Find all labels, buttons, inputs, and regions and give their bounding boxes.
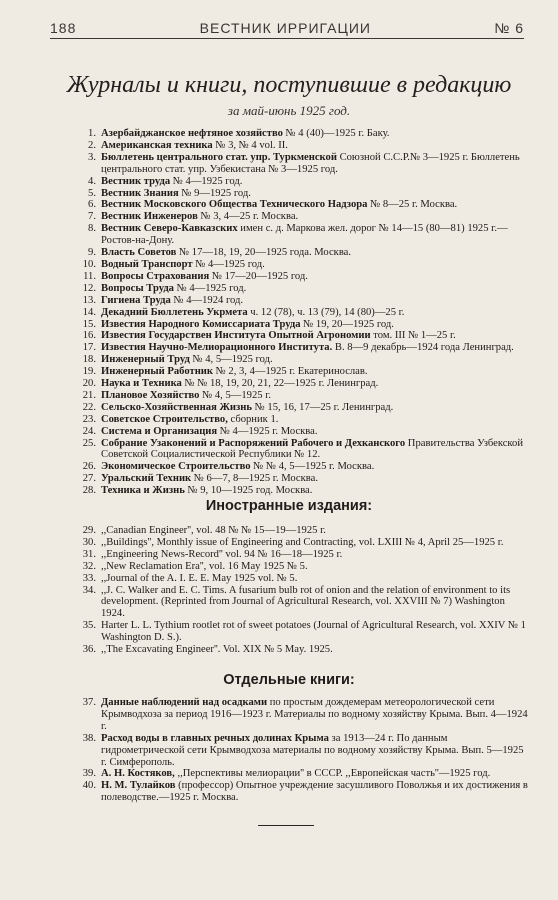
entry-title: Сельско-Хозяйственная Жизнь: [101, 401, 252, 413]
journal-entry: [76, 152, 528, 176]
entry-details: № 4—1924 год.: [170, 294, 244, 306]
books-heading: Отдельные книги:: [223, 672, 355, 688]
journal-entry: [76, 223, 528, 247]
entry-title: Власть Советов: [101, 247, 177, 259]
entry-text: [101, 780, 528, 804]
foreign-entry: [76, 644, 528, 656]
entry-text: [101, 152, 528, 176]
entry-number: 22.: [82, 401, 96, 413]
journal-entry: [76, 128, 528, 140]
entry-text: [101, 768, 528, 780]
entry-number: 34.: [82, 584, 96, 596]
entry-number: 17.: [82, 342, 96, 354]
entry-text: [101, 188, 528, 200]
entry-details: за 1913—24 г. По данным гидрометрической сети Крымводхоза материалы по водному хозяйству Крыма. Вып. 5—1925 г. Симферополь.: [101, 732, 524, 768]
entry-details: № 8—25 г. Москва.: [367, 199, 458, 211]
journal-entry: [76, 259, 528, 271]
entry-number: 13.: [82, 294, 96, 306]
entry-text: [101, 366, 528, 378]
entry-details: № № 4, 5—1925 г. Москва.: [250, 461, 375, 473]
entry-number: 26.: [82, 461, 96, 473]
entry-details: ч. 12 (78), ч. 13 (79), 14 (80)—25 г.: [247, 306, 405, 318]
entry-details: ,,Перспективы мелиорации'' в СССР. ,,Европейская часть''—1925 год.: [174, 768, 491, 780]
entry-number: 36.: [82, 644, 96, 656]
entry-number: 31.: [82, 548, 96, 560]
entry-details: № 4 (40)—1925 г. Баку.: [282, 128, 390, 139]
entry-details: том. III № 1—25 г.: [370, 330, 456, 342]
journal-entry: [76, 473, 528, 485]
foreign-entry: [76, 561, 528, 573]
entry-details: № 6—7, 8—1925 г. Москва.: [191, 473, 318, 485]
entry-text: [101, 128, 528, 140]
entry-text: [101, 414, 528, 426]
entry-number: 6.: [88, 199, 96, 211]
journal-entry: [76, 485, 528, 497]
entry-number: 27.: [82, 473, 96, 485]
journal-entry: [76, 402, 528, 414]
entry-title: Советское Строительство,: [101, 413, 228, 425]
entry-number: 39.: [82, 768, 96, 780]
entry-title: Система и Организация: [101, 425, 218, 437]
entry-title: Н. М. Тулайков: [101, 780, 176, 792]
entry-text: [101, 283, 528, 295]
journal-entry: [76, 426, 528, 438]
entry-text: [101, 271, 528, 283]
journal-entry: [76, 330, 528, 342]
entry-text: [101, 211, 528, 223]
foreign-entry: [76, 585, 528, 621]
entry-details: (профессор) Опытное учреждение засушливого Поволжья и их достижения в полеводстве.—1925 г. Москва.: [101, 780, 528, 804]
running-head: [50, 16, 524, 36]
section-subtitle: за май-июнь 1925 год.: [227, 103, 351, 118]
entry-text: [101, 378, 528, 390]
entry-details: сборник 1.: [227, 413, 279, 425]
entry-number: 5.: [88, 187, 96, 199]
entry-details: № 4—1925 год.: [173, 282, 247, 294]
entry-title: Инженерный Труд: [101, 354, 190, 366]
journal-list: [76, 128, 528, 497]
entry-number: 37.: [82, 697, 96, 708]
entry-text: ,,Buildings'', Monthly issue of Engineering and Contracting, vol. LXIII № 4, April 25—1925 г.: [101, 536, 504, 548]
entry-title: Вестник Московского Общества Технического Надзора: [101, 199, 368, 211]
entry-number: 21.: [82, 389, 96, 401]
entry-text: Harter L. L. Tythium rootlet rot of sweet potatoes (Journal of Agricultural Research, vol. XXIV № 1 Washington D. S.).: [101, 620, 526, 644]
entry-title: Расход воды в главных речных долинах Крыма: [101, 732, 329, 744]
journal-entry: [76, 271, 528, 283]
entry-title: Известия Государствен Института Опытной Агрономии: [101, 330, 371, 342]
entry-details: № 4—1925 г. Москва.: [217, 425, 318, 437]
journal-entry: [76, 247, 528, 259]
entry-details: Правительства Узбекской Советской Социалистической Республики № 12.: [101, 437, 523, 461]
entry-number: 12.: [82, 282, 96, 294]
entry-number: 25.: [82, 437, 96, 449]
entry-number: 3.: [88, 151, 96, 163]
entry-title: Уральский Техник: [101, 473, 192, 485]
foreign-entry: [76, 537, 528, 549]
entry-text: [101, 342, 528, 354]
entry-text: [101, 426, 528, 438]
entry-text: [101, 438, 528, 462]
entry-title: Вестник труда: [101, 175, 171, 187]
header-rule: [50, 38, 524, 39]
entry-title: Вопросы Страхования: [101, 270, 210, 282]
entry-number: 19.: [82, 366, 96, 378]
entry-text: [101, 473, 528, 485]
entry-text: ,,Canadian Engineer'', vol. 48 № № 15—19—1925 г.: [101, 525, 326, 536]
entry-number: 32.: [82, 560, 96, 572]
entry-text: [101, 461, 528, 473]
end-rule: [258, 825, 314, 826]
journal-entry: [76, 199, 528, 211]
entry-number: 10.: [82, 258, 96, 270]
entry-number: 35.: [82, 620, 96, 632]
entry-title: Бюллетень центрального стат. упр. Туркменской: [101, 151, 337, 163]
entry-text: [101, 319, 528, 331]
entry-text: [101, 223, 528, 247]
entry-number: 15.: [82, 318, 96, 330]
entry-title: Вопросы Труда: [101, 282, 174, 294]
entry-title: Наука и Техника: [101, 378, 182, 390]
entry-text: [101, 697, 528, 733]
entry-details: № 4, 5—1925 год.: [189, 354, 273, 366]
entry-details: № № 18, 19, 20, 21, 22—1925 г. Ленинград.: [181, 378, 379, 390]
entry-details: Союзной С.С.Р.№ 3—1925 г. Бюллетень центрального стат. упр. Узбекистана № 3—1925 год.: [101, 151, 520, 175]
journal-entry: [76, 461, 528, 473]
entry-title: Американская техника: [101, 139, 213, 151]
entry-title: А. Н. Костяков,: [101, 768, 175, 780]
journal-entry: [76, 342, 528, 354]
journal-entry: [76, 283, 528, 295]
entry-title: Азербайджанское нефтяное хозяйство: [101, 128, 283, 139]
entry-details: имен с. д. Маркова жел. дорог № 14—15 (80—81) 1925 г.—Ростов-на-Дону.: [101, 223, 508, 247]
journal-title: ВЕСТНИК ИРРИГАЦИИ: [199, 20, 371, 36]
entry-title: Вестник Знания: [101, 187, 179, 199]
entry-number: 1.: [88, 128, 96, 139]
foreign-entry: [76, 620, 528, 644]
entry-text: [101, 402, 528, 414]
journal-entry: [76, 438, 528, 462]
journal-entry: [76, 354, 528, 366]
entry-text: ,,Journal of the A. I. E. E. May 1925 vol. № 5.: [101, 572, 298, 584]
book-entry: [76, 733, 528, 769]
book-entry: [76, 697, 528, 733]
foreign-entry: [76, 573, 528, 585]
entry-details: № 3, 4—25 г. Москва.: [197, 211, 299, 223]
journal-entry: [76, 414, 528, 426]
entry-details: № 2, 3, 4—1925 г. Екатеринослав.: [213, 366, 368, 378]
entry-number: 24.: [82, 425, 96, 437]
book-entry: [76, 768, 528, 780]
journal-entry: [76, 366, 528, 378]
journal-entry: [76, 319, 528, 331]
entry-details: № 4, 5—1925 г.: [199, 389, 272, 401]
entry-text: [101, 176, 528, 188]
entry-number: 28.: [82, 485, 96, 497]
journal-entry: [76, 211, 528, 223]
entry-details: В. 8—9 декабрь—1924 года Ленинград.: [332, 342, 514, 354]
entry-title: Плановое Хозяйство: [101, 389, 200, 401]
entry-details: № 9, 10—1925 год. Москва.: [184, 485, 313, 497]
entry-number: 20.: [82, 378, 96, 390]
journal-entry: [76, 307, 528, 319]
entry-text: [101, 295, 528, 307]
entry-details: № 19, 20—1925 год.: [300, 318, 394, 330]
entry-text: ,,The Excavating Engineer''. Vol. XIX № 5 May. 1925.: [101, 644, 333, 656]
journal-entry: [76, 378, 528, 390]
entry-number: 14.: [82, 306, 96, 318]
journal-entry: [76, 295, 528, 307]
entry-number: 2.: [88, 139, 96, 151]
entry-number: 38.: [82, 732, 96, 744]
entry-details: № 4—1925 год.: [170, 175, 243, 187]
journal-entry: [76, 390, 528, 402]
entry-title: Инженерный Работник: [101, 366, 214, 378]
entry-text: [101, 330, 528, 342]
entry-text: [101, 307, 528, 319]
entry-title: Техника и Жизнь: [101, 485, 185, 497]
entry-number: 29.: [82, 525, 96, 536]
entry-title: Экономическое Строительство: [101, 461, 251, 473]
issue-number: № 6: [494, 20, 524, 36]
entry-title: Известия Научно-Мелиорационного Института.: [101, 342, 333, 354]
journal-entry: [76, 140, 528, 152]
entry-number: 33.: [82, 572, 96, 584]
entry-number: 16.: [82, 330, 96, 342]
entry-number: 40.: [82, 780, 96, 792]
entry-text: [101, 199, 528, 211]
entry-details: № 4—1925 год.: [192, 258, 265, 270]
entry-details: по простым дождемерам метеорологической сети Крымводхоза за период 1916—1923 г. Материалы по водному хозяйству Крыма. Вып. 4—1924 г.: [101, 697, 528, 732]
entry-number: 30.: [82, 536, 96, 548]
entry-title: Вестник Северо-Кавказских: [101, 223, 238, 235]
entry-text: ,,New Reclamation Era'', vol. 16 May 1925 № 5.: [101, 560, 308, 572]
entry-title: Декадний Бюллетень Укрмета: [101, 306, 248, 318]
entry-details: № 3, № 4 vol. II.: [212, 139, 288, 151]
entry-text: [101, 485, 528, 497]
entry-details: № 9—1925 год.: [178, 187, 251, 199]
entry-text: [101, 247, 528, 259]
entry-number: 9.: [88, 247, 96, 259]
entry-text: ,,J. C. Walker and E. C. Tims. A fusarium bulb rot of onion and the relation of environment to its development. (Reprinted from Journal of Agricultural Research, vol. XXVIII № 7) Washington 1924.: [101, 584, 511, 620]
entry-text: [101, 354, 528, 366]
entry-number: 11.: [83, 270, 96, 282]
books-list: [76, 697, 528, 804]
entry-number: 4.: [88, 175, 96, 187]
entry-number: 18.: [82, 354, 96, 366]
foreign-list: [76, 525, 528, 656]
section-title: Журналы и книги, поступившие в редакцию: [66, 72, 512, 98]
foreign-entry: [76, 525, 528, 537]
entry-text: [101, 733, 528, 769]
entry-details: № 15, 16, 17—25 г. Ленинград.: [252, 401, 394, 413]
entry-number: 8.: [88, 223, 96, 235]
entry-title: Гигиена Труда: [101, 294, 171, 306]
book-entry: [76, 780, 528, 804]
journal-entry: [76, 188, 528, 200]
journal-entry: [76, 176, 528, 188]
entry-number: 23.: [82, 413, 96, 425]
entry-details: № 17—18, 19, 20—1925 года. Москва.: [176, 247, 352, 259]
entry-title: Водный Транспорт: [101, 258, 193, 270]
foreign-heading: Иностранные издания:: [205, 498, 373, 514]
entry-text: [101, 390, 528, 402]
entry-title: Вестник Инженеров: [101, 211, 198, 223]
page-number: 188: [50, 20, 77, 36]
entry-title: Известия Народного Комиссариата Труда: [101, 318, 301, 330]
entry-number: 7.: [88, 211, 96, 223]
entry-text: [101, 140, 528, 152]
entry-title: Данные наблюдений над осадками: [101, 697, 268, 708]
entry-title: Собрание Узаконений и Распоряжений Рабочего и Дехканского: [101, 437, 406, 449]
entry-text: ,,Engineering News-Record'' vol. 94 № 16—18—1925 г.: [101, 548, 343, 560]
foreign-entry: [76, 549, 528, 561]
entry-details: № 17—20—1925 год.: [209, 270, 308, 282]
entry-text: [101, 259, 528, 271]
